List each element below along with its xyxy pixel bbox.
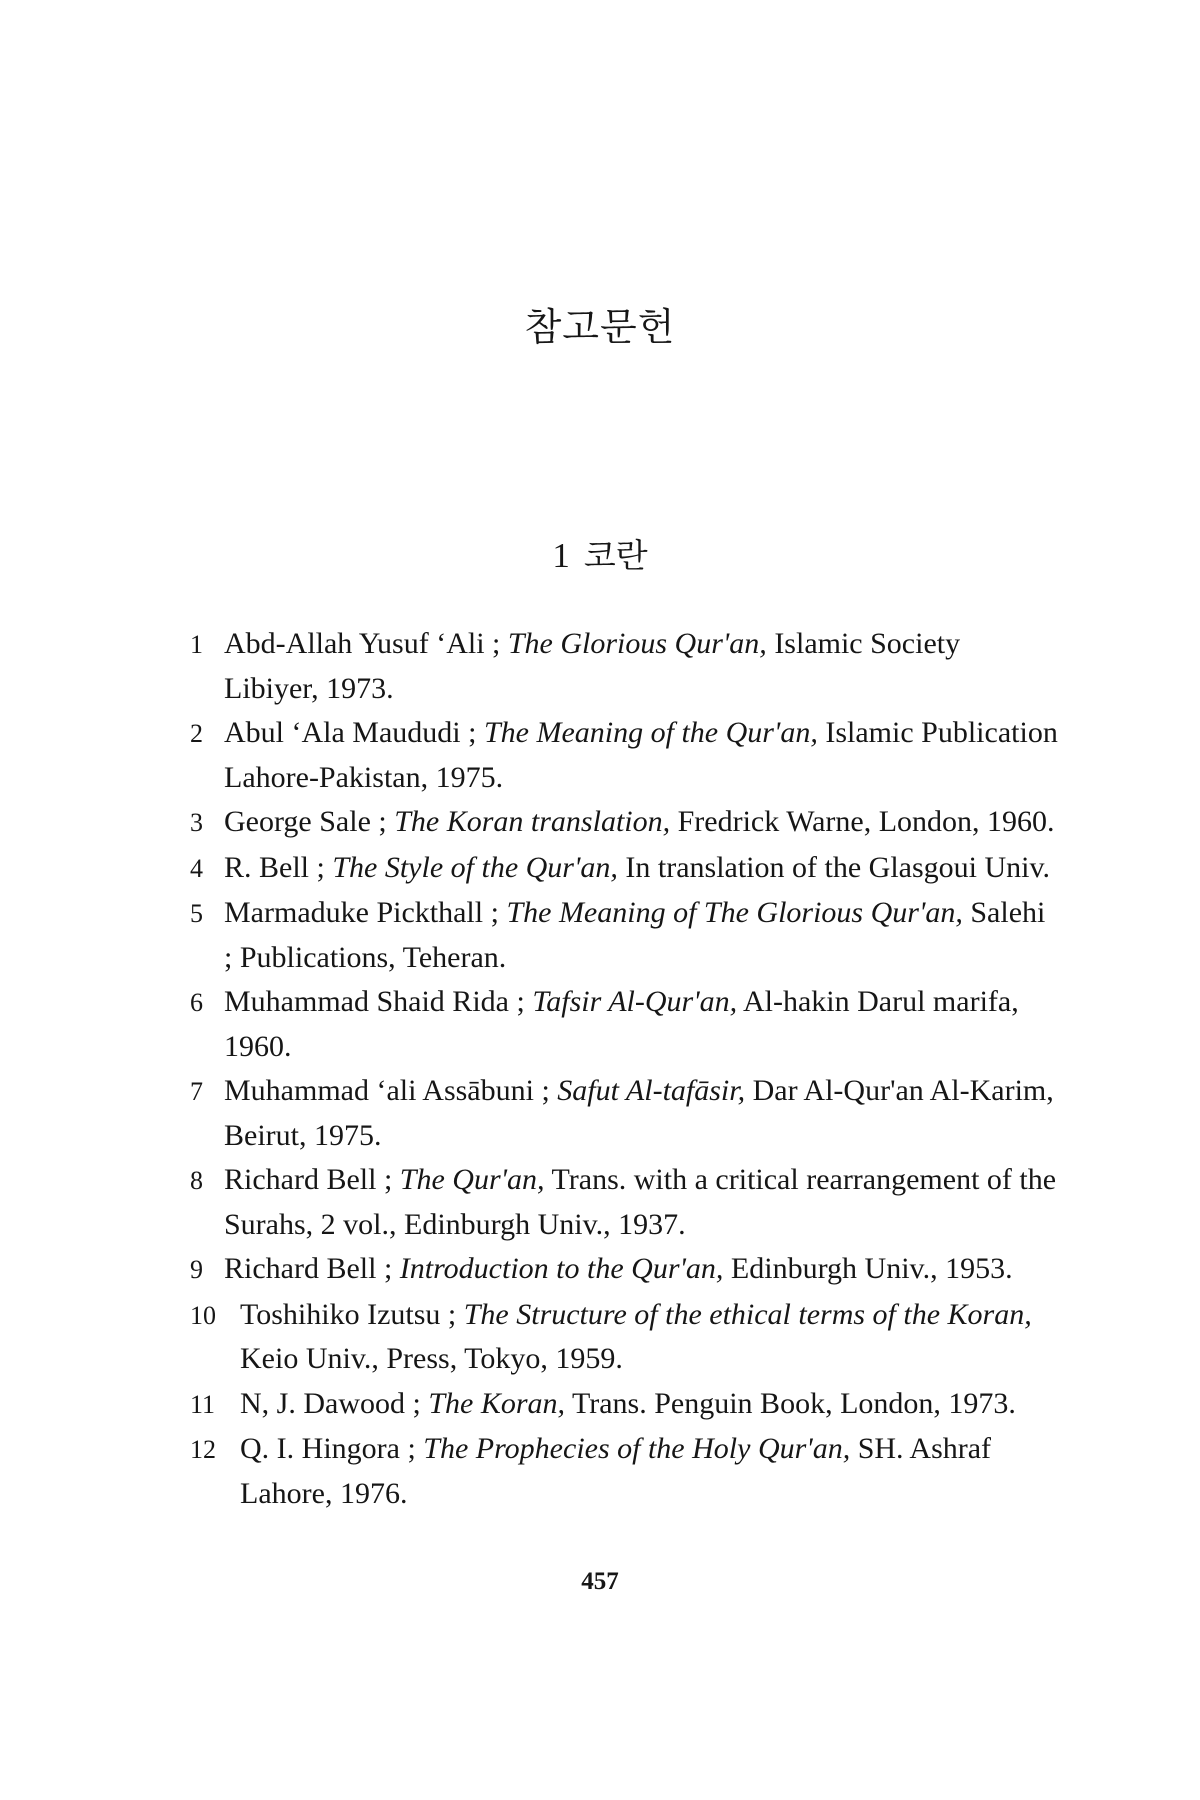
reference-item xyxy=(190,622,1060,711)
reference-publisher: Islamic Society Libiyer, 1973. xyxy=(224,627,961,705)
reference-title: The Structure of the ethical terms of the Koran, xyxy=(463,1297,1032,1331)
reference-author: George Sale ; xyxy=(224,805,395,838)
page-title: 참고문헌 xyxy=(524,305,676,349)
reference-author: Abul ‘Ala Maududi ; xyxy=(224,716,484,749)
reference-author: Toshihiko Izutsu ; xyxy=(240,1297,464,1331)
section-heading xyxy=(0,530,1200,577)
reference-text xyxy=(224,800,1060,845)
reference-item xyxy=(190,1382,1060,1428)
reference-item xyxy=(190,711,1060,800)
reference-publisher: Keio Univ., Press, Tokyo, 1959. xyxy=(240,1342,623,1375)
reference-title: The Qur'an, xyxy=(399,1163,545,1196)
reference-item xyxy=(190,1069,1060,1158)
reference-number: 5 xyxy=(190,899,203,928)
reference-title: Safut Al-tafāsir, xyxy=(557,1074,746,1107)
reference-item xyxy=(190,1293,1060,1382)
reference-text xyxy=(224,622,1060,711)
reference-list xyxy=(190,622,1060,1516)
reference-text xyxy=(224,1247,1060,1292)
reference-publisher: Al-hakin Darul marifa, 1960. xyxy=(224,985,1019,1063)
reference-author: Muhammad Shaid Rida ; xyxy=(224,985,533,1018)
reference-title: The Meaning of The Glorious Qur'an, xyxy=(506,896,963,929)
reference-text xyxy=(240,1427,1060,1516)
reference-author: Richard Bell ; xyxy=(224,1163,400,1196)
reference-text xyxy=(224,980,1060,1069)
reference-author: Marmaduke Pickthall ; xyxy=(224,896,507,929)
reference-item xyxy=(190,891,1060,980)
page-number: 457 xyxy=(581,1568,619,1595)
reference-number: 11 xyxy=(190,1389,216,1419)
reference-text xyxy=(224,1158,1060,1247)
reference-number: 3 xyxy=(190,808,203,837)
reference-publisher: Dar Al-Qur'an Al-Karim, Beirut, 1975. xyxy=(224,1074,1054,1152)
reference-author: R. Bell ; xyxy=(224,850,333,884)
reference-publisher: Edinburgh Univ., 1953. xyxy=(723,1252,1013,1285)
reference-title: Introduction to the Qur'an, xyxy=(399,1252,724,1285)
reference-number: 7 xyxy=(190,1077,203,1106)
reference-publisher: In translation of the Glasgoui Univ. xyxy=(617,850,1051,884)
reference-title: The Koran, xyxy=(428,1386,566,1420)
section-number: 1 xyxy=(552,536,570,575)
reference-author: Muhammad ‘ali Assābuni ; xyxy=(224,1074,558,1107)
reference-item xyxy=(190,846,1060,892)
reference-author: Abd-Allah Yusuf ‘Ali ; xyxy=(224,627,508,660)
reference-author: N, J. Dawood ; xyxy=(240,1386,429,1420)
reference-publisher: Fredrick Warne, London, 1960. xyxy=(670,805,1055,838)
reference-item xyxy=(190,980,1060,1069)
reference-number: 2 xyxy=(190,719,203,748)
reference-title: The Meaning of the Qur'an, xyxy=(483,716,818,749)
reference-text xyxy=(240,1382,1060,1427)
reference-title: The Prophecies of the Holy Qur'an, xyxy=(423,1432,851,1465)
reference-text xyxy=(224,1069,1060,1158)
reference-text xyxy=(240,1293,1060,1382)
reference-text xyxy=(224,711,1060,800)
reference-number: 9 xyxy=(190,1255,203,1284)
reference-publisher: Salehi ; Publications, Teheran. xyxy=(224,896,1046,974)
reference-number: 6 xyxy=(190,988,203,1017)
reference-item xyxy=(190,800,1060,846)
reference-title: The Glorious Qur'an, xyxy=(507,627,767,660)
reference-author: Richard Bell ; xyxy=(224,1252,400,1285)
reference-item xyxy=(190,1427,1060,1516)
reference-title: Tafsir Al-Qur'an, xyxy=(532,985,738,1018)
reference-publisher: Trans. with a critical rearrangement of the Surahs, 2 vol., Edinburgh Univ., 1937. xyxy=(224,1163,1057,1241)
reference-number: 4 xyxy=(190,853,203,883)
reference-publisher: SH. Ashraf Lahore, 1976. xyxy=(240,1432,992,1510)
reference-publisher: Islamic Publication Lahore-Pakistan, 1975. xyxy=(224,716,1058,794)
reference-title: The Koran translation, xyxy=(394,805,671,838)
reference-publisher: Trans. Penguin Book, London, 1973. xyxy=(565,1386,1016,1420)
reference-number: 8 xyxy=(190,1166,203,1195)
reference-number: 10 xyxy=(190,1300,216,1330)
reference-number: 12 xyxy=(190,1435,216,1464)
reference-number: 1 xyxy=(190,630,203,659)
reference-title: The Style of the Qur'an, xyxy=(332,850,618,884)
reference-item xyxy=(190,1158,1060,1247)
reference-text xyxy=(224,891,1060,980)
section-title: 코란 xyxy=(583,536,648,575)
reference-author: Q. I. Hingora ; xyxy=(240,1432,424,1465)
reference-item xyxy=(190,1247,1060,1293)
reference-text xyxy=(224,846,1060,891)
